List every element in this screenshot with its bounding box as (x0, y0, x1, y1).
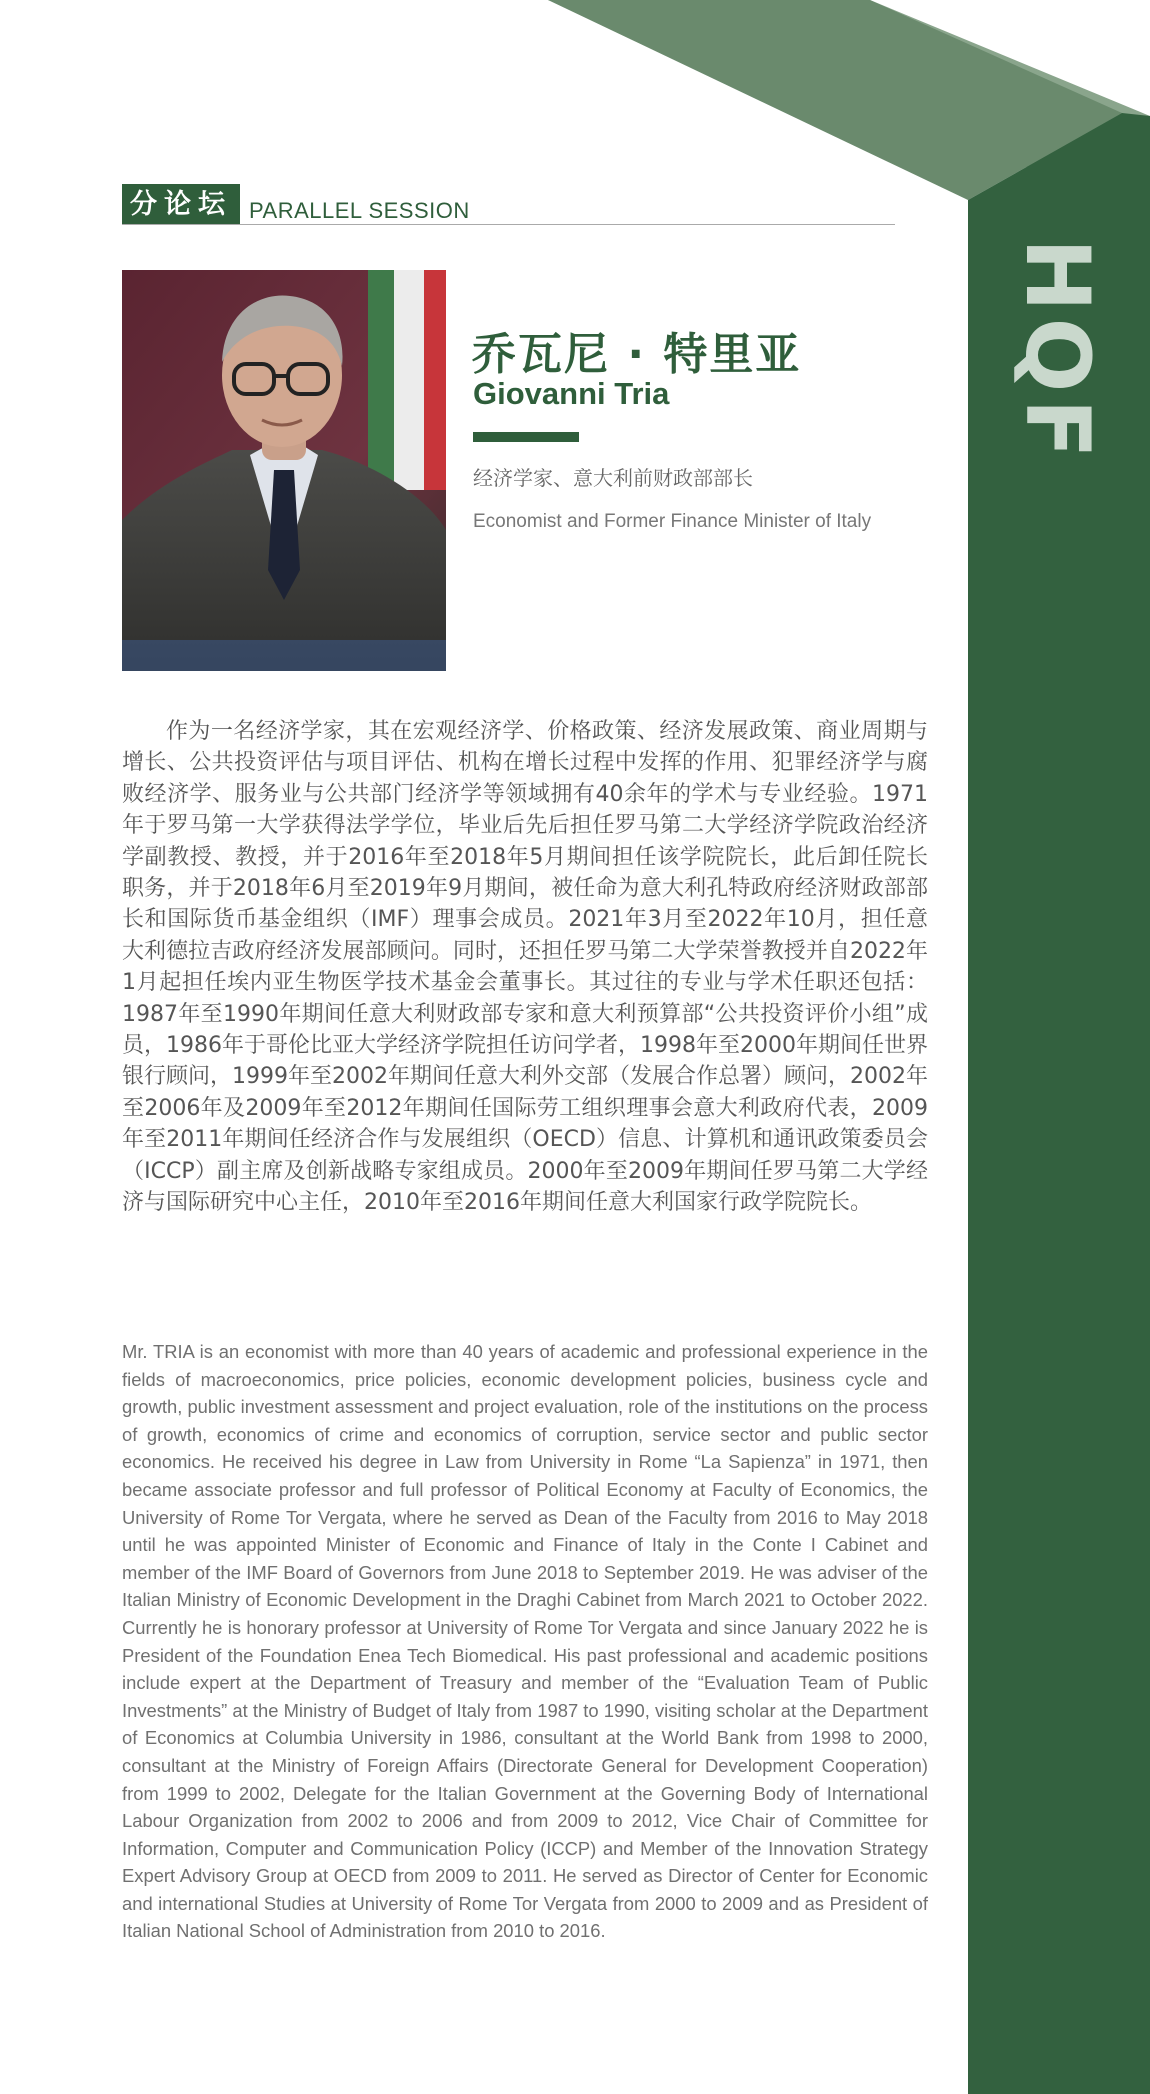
brand-logo-text: HQF (1006, 238, 1109, 465)
side-brand-bar (968, 200, 1150, 2094)
speaker-portrait (122, 270, 446, 671)
speaker-name-en: Giovanni Tria (473, 376, 670, 411)
session-header (122, 184, 895, 226)
session-title: PARALLEL SESSION (249, 198, 470, 223)
speaker-title-en: Economist and Former Finance Minister of Italy (473, 511, 872, 532)
name-accent-bar (473, 432, 579, 442)
speaker-name-zh: 乔瓦尼 · 特里亚 (472, 329, 802, 380)
biography-zh: 作为一名经济学家，其在宏观经济学、价格政策、经济发展政策、商业周期与增长、公共投资评估与项目评估、机构在增长过程中发挥的作用、犯罪经济学与腐败经济学、服务业与公共部门经济学等领域拥有40余年的学术与专业经验。1971年于罗马第一大学获得法学学位，毕业后先后担任罗马第二大学经济学院政治经济学副教授、教授，并于2016年至2018年5月期间担任该学院院长，此后卸任院长职务，并于2018年6月至2019年9月期间，被任命为意大利孔特政府经济财政部部长和国际货币基金组织（IMF）理事会成员。2021年3月至2022年10月，担任意大利德拉吉政府经济发展部顾问。同时，还担任罗马第二大学荣誉教授并自2022年1月起担任埃内亚生物医学技术基金会董事长。其过往的专业与学术任职还包括：1987年至1990年期间任意大利财政部专家和意大利预算部“公共投资评价小组”成员，1986年于哥伦比亚大学经济学院担任访问学者，1998年至2000年期间任世界银行顾问，1999年至2002年期间任意大利外交部（发展合作总署）顾问，2002年至2006年及2009年至2012年期间任国际劳工组织理事会意大利政府代表，2009年至2011年期间任经济合作与发展组织（OECD）信息、计算机和通讯政策委员会（ICCP）副主席及创新战略专家组成员。2000年至2009年期间任罗马第二大学经济与国际研究中心主任，2010年至2016年期间任意大利国家行政学院院长。 (122, 719, 928, 1216)
header-divider (122, 224, 895, 225)
biography-en: Mr. TRIA is an economist with more than 40 years of academic and professional experience in the fields of macroeconomics, price policies, economic development policies, business cycle and growth, public investment assessment and project evaluation, role of the institutions on the process of growth, economics of crime and economics of corruption, service sector and public sector economics. He received his degree in Law from University in Rome “La Sapienza” in 1971, then became associate professor and full professor of Political Economy at Faculty of Economics, the University of Rome Tor Vergata, where he served as Dean of the Faculty from 2016 to May 2018 until he was appointed Minister of Economic and Finance of Italy in the Conte I Cabinet and member of the IMF Board of Governors from June 2018 to September 2019. He was adviser of the Italian Ministry of Economic Development in the Draghi Cabinet from March 2021 to October 2022. Currently he is honorary professor at University of Rome Tor Vergata and since January 2022 he is President of the Foundation Enea Tech Biomedical. His past professional and academic positions include expert at the Department of Treasury and member of the “Evaluation Team of Public Investments” at the Ministry of Budget of Italy from 1987 to 1990, visiting scholar at the Department of Economics at Columbia University in 1986, consultant at the World Bank from 1998 to 2000, consultant at the Ministry of Foreign Affairs (Directorate General for Development Cooperation) from 1999 to 2002, Delegate for the Italian Government at the Governing Body of International Labour Organization from 2002 to 2006 and from 2009 to 2012, Vice Chair of Committee for Information, Computer and Communication Policy (ICCP) and Member of the Innovation Strategy Expert Advisory Group at OECD from 2009 to 2011. He served as Director of Center for Economic and international Studies at University of Rome Tor Vergata from 2000 to 2009 and as President of Italian National School of Administration from 2010 to 2016. (122, 1341, 928, 1942)
session-badge: 分论坛 (122, 184, 240, 225)
speaker-title-zh: 经济学家、意大利前财政部部长 (473, 466, 753, 490)
portrait-image (122, 270, 446, 671)
decorative-top-band (0, 0, 1150, 210)
